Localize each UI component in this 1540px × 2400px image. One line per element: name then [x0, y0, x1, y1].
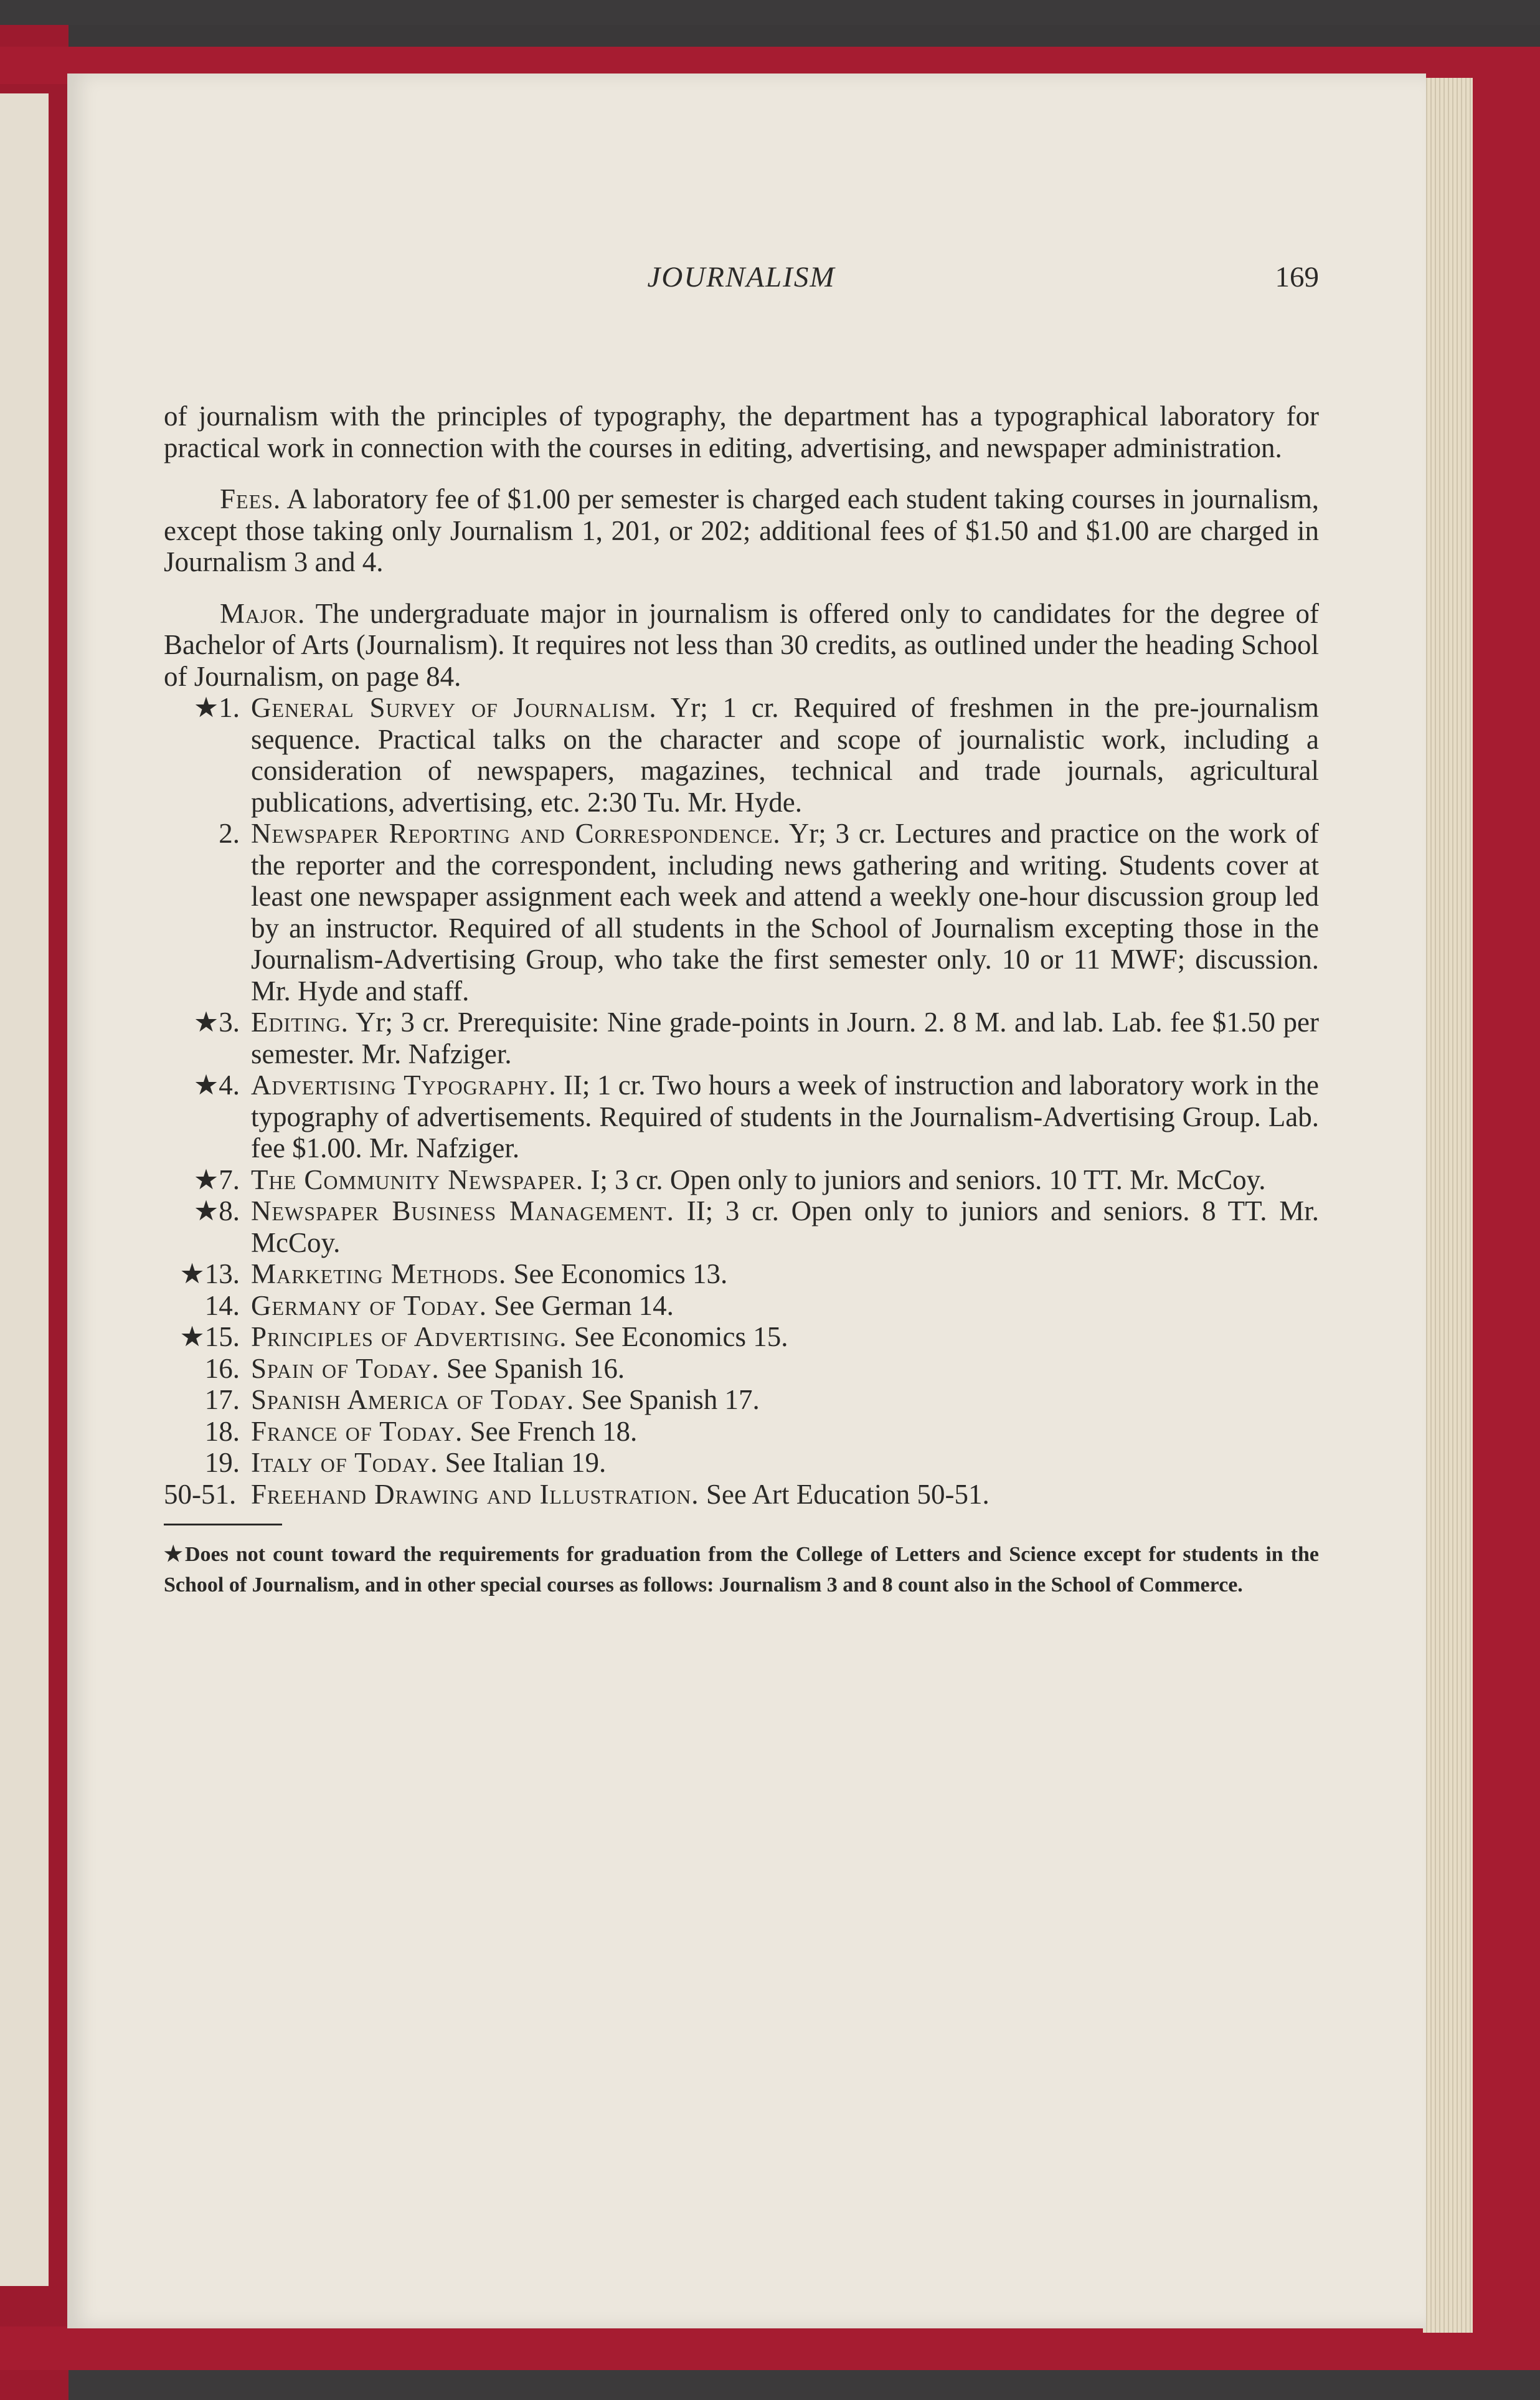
- course-entry: [164, 818, 1319, 1007]
- book-cover-bottom-edge: [0, 2326, 1507, 2370]
- footnote-divider: [164, 1524, 282, 1525]
- course-title: Freehand Drawing and Illustration.: [251, 1478, 699, 1510]
- course-description: II; 1 cr. Two hours a week of instruction and laboratory work in the typography of advertisements. Required of students in the Journalism-Advertising Group. Lab. fee $1.00. Mr. Nafziger.: [251, 1070, 1319, 1164]
- course-title: General Survey of Journalism.: [251, 692, 657, 723]
- book-cover-right-edge: [1470, 47, 1540, 2370]
- course-entry: [164, 1007, 1319, 1070]
- course-title: Spain of Today.: [251, 1352, 440, 1384]
- course-number: 50-51.: [164, 1478, 237, 1510]
- course-description: See German 14.: [494, 1289, 674, 1321]
- course-title: Germany of Today.: [251, 1289, 488, 1321]
- page-body: [164, 401, 1319, 1600]
- course-description: See Economics 15.: [574, 1321, 788, 1352]
- course-entry: [164, 1070, 1319, 1164]
- course-title: Marketing Methods.: [251, 1258, 507, 1289]
- previous-page-edge: [0, 93, 49, 2286]
- course-number: 2.: [219, 818, 240, 849]
- course-number: ★3.: [193, 1007, 240, 1038]
- running-title: JOURNALISM: [647, 261, 836, 293]
- catalog-page: [67, 74, 1426, 2328]
- course-number: ★7.: [193, 1164, 240, 1195]
- course-title: Advertising Typography.: [251, 1070, 557, 1101]
- course-title: Spanish America of Today.: [251, 1384, 575, 1415]
- course-description: II; 3 cr. Open only to juniors and seniors. 8 TT. Mr. McCoy.: [251, 1195, 1319, 1258]
- course-number: ★4.: [193, 1070, 240, 1101]
- course-title: Newspaper Business Management.: [251, 1195, 674, 1226]
- fees-text: A laboratory fee of $1.00 per semester is charged each student taking courses in journalism, except those taking only Journalism 1, 201, or 202; additional fees of $1.50 and $1.00 are charged in Journalism 3 and 4.: [164, 483, 1319, 577]
- page-header: [164, 260, 1319, 304]
- course-entry: [164, 1258, 1319, 1290]
- course-entry: [164, 1164, 1319, 1196]
- course-description: I; 3 cr. Open only to juniors and seniors. 10 TT. Mr. McCoy.: [590, 1164, 1266, 1195]
- course-entry: [164, 1384, 1319, 1416]
- course-entry: [164, 1353, 1319, 1385]
- course-entry: [164, 1447, 1319, 1479]
- course-entry: [164, 1416, 1319, 1448]
- course-entry: [164, 1195, 1319, 1258]
- course-number: ★8.: [193, 1195, 240, 1226]
- course-description: See Spanish 16.: [446, 1352, 625, 1384]
- course-number: ★1.: [193, 692, 240, 723]
- course-title: Principles of Advertising.: [251, 1321, 567, 1352]
- course-description: See Spanish 17.: [581, 1384, 760, 1415]
- major-heading: Major.: [220, 597, 306, 629]
- course-number: 14.: [204, 1289, 240, 1321]
- course-description: See Economics 13.: [513, 1258, 728, 1289]
- course-description: See Art Education 50-51.: [706, 1478, 990, 1510]
- course-number: 16.: [204, 1352, 240, 1384]
- course-number: ★13.: [179, 1258, 240, 1289]
- course-entry: [164, 1479, 1319, 1511]
- course-entry: [164, 1290, 1319, 1322]
- course-title: Editing.: [251, 1007, 349, 1038]
- course-title: Italy of Today.: [251, 1447, 438, 1478]
- fees-heading: Fees.: [220, 483, 281, 515]
- course-description: See French 18.: [470, 1415, 638, 1447]
- page-number: 169: [1275, 261, 1319, 293]
- continuation-paragraph: of journalism with the principles of typography, the department has a typographical laboratory for practical work in connection with the courses in editing, advertising, and newspaper administration.: [164, 401, 1319, 463]
- course-description: See Italian 19.: [445, 1447, 607, 1478]
- course-number: 18.: [204, 1415, 240, 1447]
- course-description: Yr; 3 cr. Lectures and practice on the work of the reporter and the correspondent, including news gathering and writing. Students cover at least one newspaper assignment each week and attend a weekly one-hour discussion group led by an instructor. Required of all students in the School of Journalism excepting those in the Journalism-Advertising Group, who take the first semester only. 10 or 11 MWF; discussion. Mr. Hyde and staff.: [251, 818, 1319, 1007]
- course-title: The Community Newspaper.: [251, 1164, 584, 1195]
- course-title: Newspaper Reporting and Correspondence.: [251, 818, 781, 849]
- major-paragraph: [164, 598, 1319, 693]
- fees-paragraph: [164, 483, 1319, 578]
- course-title: France of Today.: [251, 1415, 463, 1447]
- page-stack-edges: [1423, 78, 1473, 2333]
- course-number: ★15.: [179, 1321, 240, 1352]
- major-text: The undergraduate major in journalism is offered only to candidates for the degree of Bachelor of Arts (Journalism). It requires not less than 30 credits, as outlined under the heading School of Journalism, on page 84.: [164, 597, 1319, 692]
- course-number: 17.: [204, 1384, 240, 1415]
- course-entry: [164, 1321, 1319, 1353]
- course-number: 19.: [204, 1447, 240, 1478]
- course-entry: [164, 692, 1319, 818]
- footnote: ★Does not count toward the requirements for graduation from the College of Letters and Science except for students in the School of Journalism, and in other special courses as follows: Journalism 3 and 8 count also in the School of Commerce.: [164, 1543, 1319, 1596]
- course-description: Yr; 1 cr. Required of freshmen in the pre-journalism sequence. Practical talks on the character and scope of journalistic work, including a consideration of newspapers, magazines, technical and trade journals, agricultural publications, advertising, etc. 2:30 Tu. Mr. Hyde.: [251, 692, 1319, 818]
- course-description: Yr; 3 cr. Prerequisite: Nine grade-points in Journ. 2. 8 M. and lab. Lab. fee $1.50 per semester. Mr. Nafziger.: [251, 1007, 1319, 1070]
- background-strip: [0, 25, 1540, 50]
